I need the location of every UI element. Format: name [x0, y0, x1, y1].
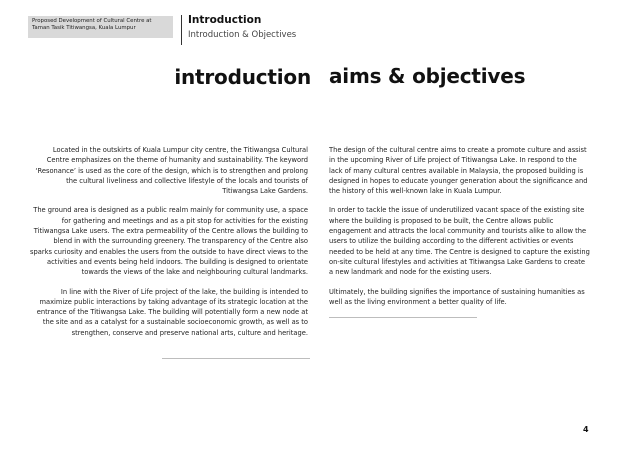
header-divider [181, 15, 182, 45]
project-label-line1: Proposed Development of Cultural Centre at [32, 18, 152, 24]
introduction-paragraph: In line with the River of Life project of the lake, the building is intended to maximize public interactions by taking advantage of its strategic location at the entrance of the Titiwangsa Lake. The building will potentially form a new node at the site and as a catalyst for a sustainable socioeconomic growth, as well as to strengthen, conserve and preserve national arts, culture and heritage. [36, 287, 308, 337]
project-label [28, 16, 173, 38]
aims-paragraph: Ultimately, the building signifies the importance of sustaining humanities as well as the living environment a better quality of life. [329, 287, 585, 306]
aims-paragraph: In order to tackle the issue of underutilized vacant space of the existing site where the building is proposed to be built, the Centre allows public engagement and attracts the local community and tourists alike to allow the users to utilize the building according to the different activities or events needed to be held at any time. The Centre is designed to capture the existing on-site cultural lifestyles and activities at Titiwangsa Lake Gardens to create a new landmark and node for the existing users. [329, 206, 590, 277]
section-title: Introduction [188, 14, 262, 26]
introduction-body [30, 145, 308, 347]
aims-paragraph: The design of the cultural centre aims to create a promote culture and assist in the upcoming River of Life project of Titiwangsa Lake. In respond to the lack of many cultural centres available in Malaysia, the proposed building is designed in hopes to educate younger generation about the significance and the history of this well-known lake in Kuala Lumpur. [329, 146, 588, 196]
introduction-paragraph: The ground area is designed as a public realm mainly for community use, a space for gathering and meetings and as a pit stop for activities for the existing Titiwangsa Lake users. The extra permeability of the Centre allows the building to blend in with the surrounding greenery. The transparency of the Centre also sparks curiosity and enables the users from the outside to have direct views to the activities and events being held indoors. The building is designed to orientate towards the views of the lake and neighbouring cultural landmarks. [30, 206, 309, 277]
project-label-line2: Taman Tasik Titiwangsa, Kuala Lumpur [32, 25, 136, 32]
aims-objectives-heading: aims & objectives [329, 64, 526, 88]
introduction-divider [162, 358, 310, 359]
aims-body [329, 145, 590, 316]
page-number: 4 [583, 425, 589, 434]
introduction-heading: introduction [174, 65, 311, 89]
section-subtitle: Introduction & Objectives [188, 30, 297, 40]
introduction-paragraph: Located in the outskirts of Kuala Lumpur city centre, the Titiwangsa Cultural Centre emphasizes on the theme of humanity and sustainability. The keyword ‘Resonance’ is used as the core of the design, which is to strengthen and prolong the cultural liveliness and collective lifestyle of the locals and tourists of Titiwangsa Lake Gardens. [35, 146, 308, 196]
aims-divider [329, 317, 477, 318]
